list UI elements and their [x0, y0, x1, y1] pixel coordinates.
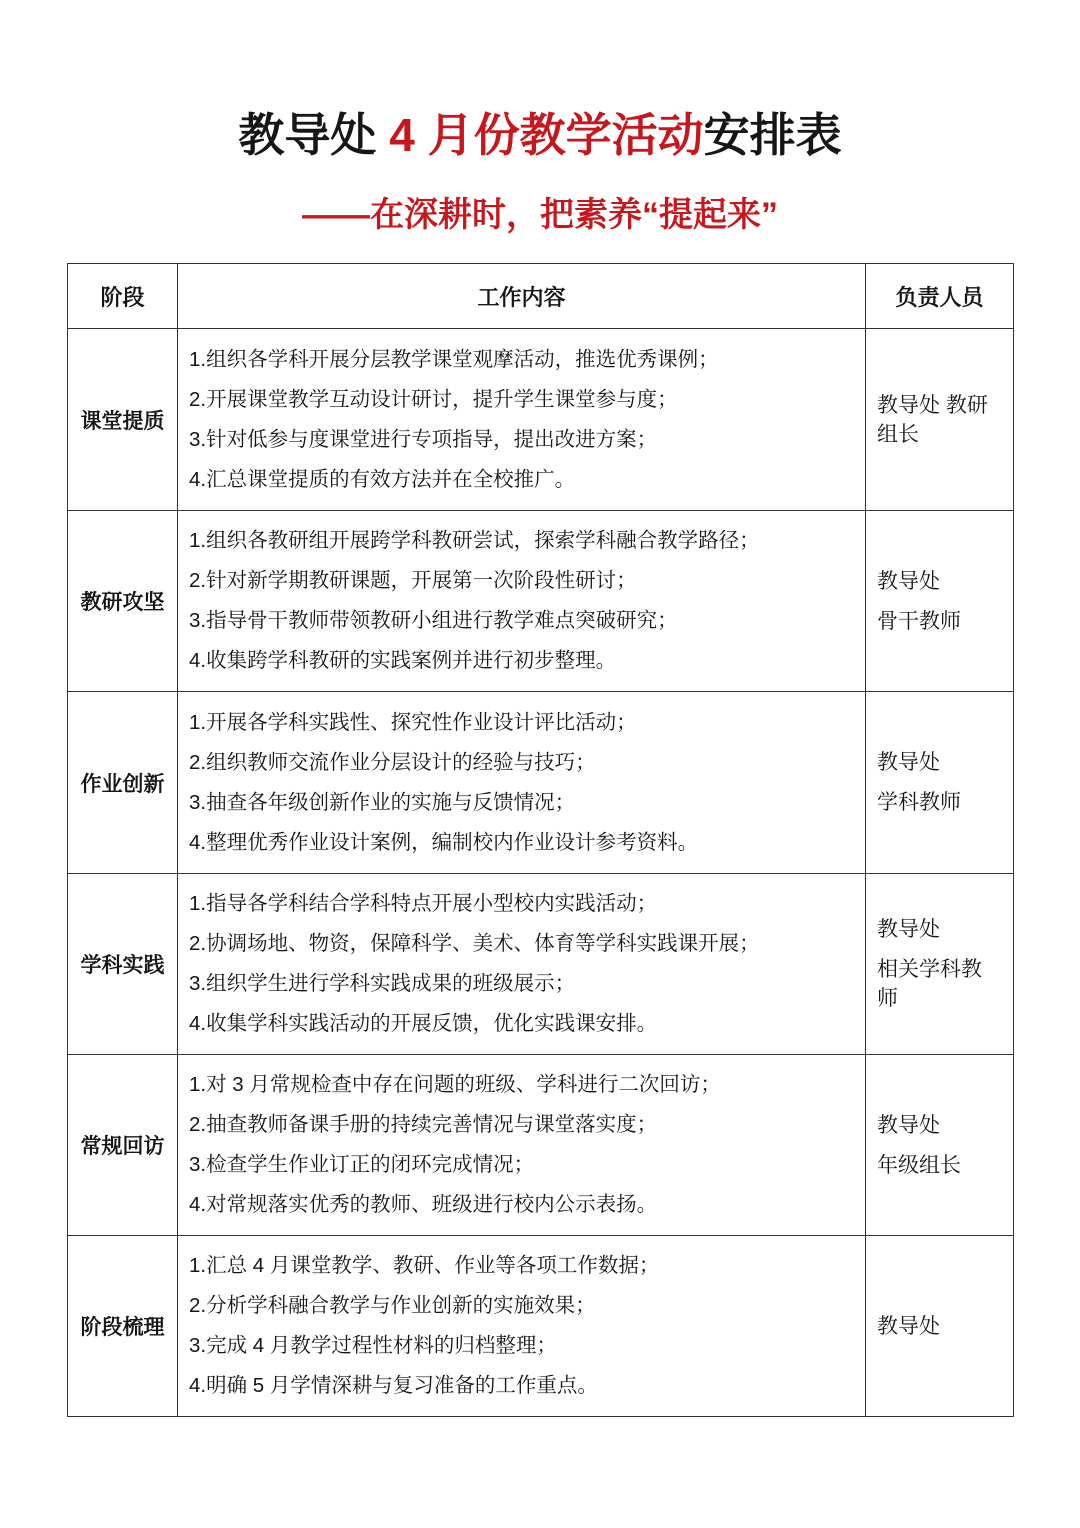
task-item: 1.指导各学科结合学科特点开展小型校内实践活动；: [189, 892, 658, 915]
owner-cell: [866, 329, 1014, 511]
task-item: 1.组织各教研组开展跨学科教研尝试，探索学科融合教学路径；: [189, 529, 760, 552]
stage-cell: 学科实践: [68, 874, 178, 1055]
owner-line: 教导处: [877, 569, 940, 593]
owner-group: [877, 915, 1005, 944]
schedule-row: [68, 1055, 1014, 1236]
owner-line: 教导处: [877, 1314, 940, 1338]
task-cell: [178, 1236, 866, 1417]
owner-line: 教导处: [877, 751, 940, 774]
task-item: 4.收集学科实践活动的开展反馈，优化实践课安排。: [189, 1012, 658, 1035]
owner-group: [877, 1312, 1005, 1341]
owner-line: 教导处: [877, 1113, 940, 1137]
owner-line: 教导处: [877, 918, 940, 941]
owner-group: [877, 748, 1005, 777]
owner-group: [877, 955, 1005, 1013]
owner-cell: [866, 874, 1014, 1055]
owner-group: [877, 1111, 1005, 1140]
task-item: 3.组织学生进行学科实践成果的班级展示；: [189, 972, 576, 995]
schedule-row: [68, 692, 1014, 874]
task-item: 1.汇总 4 月课堂教学、教研、作业等各项工作数据；: [189, 1254, 660, 1277]
task-cell: [178, 1055, 866, 1236]
owner-line: 教导处 教研: [877, 393, 988, 417]
owner-cell: [866, 511, 1014, 692]
title-highlight: 4 月份教学活动: [389, 109, 704, 161]
task-item: 4.收集跨学科教研的实践案例并进行初步整理。: [189, 649, 617, 672]
task-item: 3.指导骨干教师带领教研小组进行教学难点突破研究；: [189, 609, 678, 632]
task-item: 4.明确 5 月学情深耕与复习准备的工作重点。: [189, 1374, 598, 1397]
owner-line: 师: [877, 987, 898, 1010]
owner-line: 学科教师: [877, 791, 961, 814]
stage-cell: 作业创新: [68, 692, 178, 874]
task-item: 2.抽查教师备课手册的持续完善情况与课堂落实度；: [189, 1113, 658, 1136]
owner-cell: [866, 692, 1014, 874]
header-content: 工作内容: [178, 264, 866, 329]
schedule-row: [68, 511, 1014, 692]
header-owner: 负责人员: [866, 264, 1014, 329]
owner-line: 骨干教师: [877, 609, 961, 633]
task-item: 3.针对低参与度课堂进行专项指导，提出改进方案；: [189, 427, 658, 451]
owner-line: 年级组长: [877, 1153, 961, 1177]
schedule-row: [68, 329, 1014, 511]
page-title: [0, 105, 1080, 165]
task-item: 1.组织各学科开展分层教学课堂观摩活动，推选优秀课例；: [189, 347, 719, 371]
task-item: 3.检查学生作业订正的闭环完成情况；: [189, 1153, 535, 1176]
owner-group: [877, 607, 1005, 636]
task-item: 3.完成 4 月教学过程性材料的归档整理；: [189, 1334, 557, 1357]
task-item: 4.汇总课堂提质的有效方法并在全校推广。: [189, 467, 576, 491]
task-item: 1.对 3 月常规检查中存在问题的班级、学科进行二次回访；: [189, 1073, 721, 1096]
schedule-row: [68, 874, 1014, 1055]
schedule-table: [67, 263, 1014, 1417]
page-subtitle: ——在深耕时，把素养“提起来”: [302, 196, 778, 234]
task-item: 2.开展课堂教学互动设计研讨，提升学生课堂参与度；: [189, 387, 678, 411]
header-stage: 阶段: [68, 264, 178, 329]
task-item: 2.协调场地、物资，保障科学、美术、体育等学科实践课开展；: [189, 932, 760, 955]
task-cell: [178, 511, 866, 692]
task-item: 1.开展各学科实践性、探究性作业设计评比活动；: [189, 710, 637, 734]
task-cell: [178, 329, 866, 511]
table-header-row: [68, 264, 1014, 329]
owner-line: 组长: [877, 422, 919, 446]
schedule-row: [68, 1236, 1014, 1417]
stage-cell: 阶段梳理: [68, 1236, 178, 1417]
owner-cell: [866, 1055, 1014, 1236]
task-item: 2.针对新学期教研课题，开展第一次阶段性研讨；: [189, 569, 637, 592]
owner-line: 相关学科教: [877, 958, 982, 981]
title-prefix: 教导处: [238, 109, 390, 161]
task-item: 2.分析学科融合教学与作业创新的实施效果；: [189, 1294, 596, 1317]
task-item: 4.整理优秀作业设计案例，编制校内作业设计参考资料。: [189, 830, 699, 854]
owner-group: [877, 567, 1005, 596]
task-item: 4.对常规落实优秀的教师、班级进行校内公示表扬。: [189, 1193, 658, 1216]
stage-cell: 常规回访: [68, 1055, 178, 1236]
owner-group: [877, 391, 1005, 449]
task-item: 3.抽查各年级创新作业的实施与反馈情况；: [189, 790, 576, 814]
task-cell: [178, 874, 866, 1055]
task-cell: [178, 692, 866, 874]
task-item: 2.组织教师交流作业分层设计的经验与技巧；: [189, 750, 596, 774]
stage-cell: 课堂提质: [68, 329, 178, 511]
owner-group: [877, 1151, 1005, 1180]
title-suffix: 安排表: [703, 109, 842, 161]
stage-cell: 教研攻坚: [68, 511, 178, 692]
owner-cell: [866, 1236, 1014, 1417]
owner-group: [877, 788, 1005, 817]
